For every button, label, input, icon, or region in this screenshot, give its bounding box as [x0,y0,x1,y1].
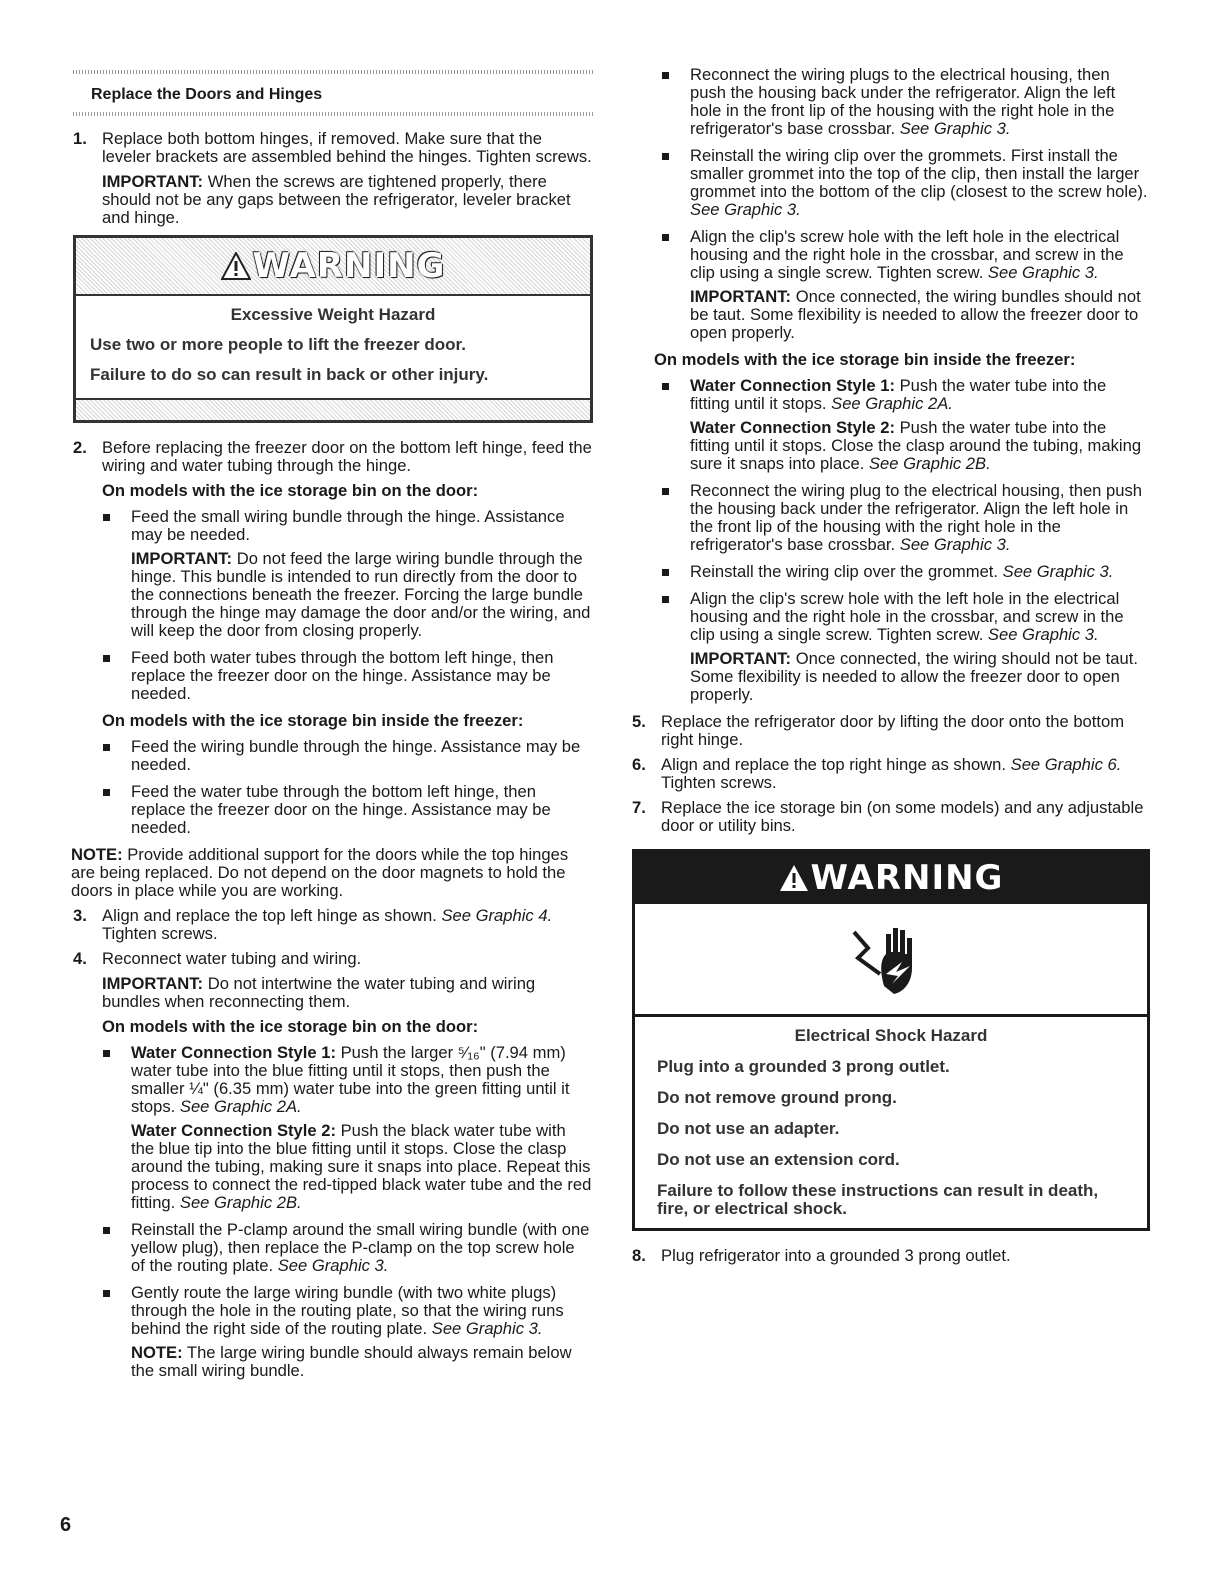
right-column [632,66,1150,1272]
warning-line: Do not use an extension cord. [657,1150,900,1169]
list-item: Reconnect the wiring plug to the electrical housing, then push the housing back under the refrigerator. Align the left hole in the front lip of the housing with the right hole in the refrigerator's base crossbar. See Graphic 3. [661,482,1150,554]
step-1 [73,130,593,227]
warning-line: Plug into a grounded 3 prong outlet. [657,1057,950,1076]
important-note: IMPORTANT: When the screws are tightened properly, there should not be any gaps between the refrigerator, leveler bracket and hinge. [102,172,571,227]
list-item: Water Connection Style 1: Push the water tube into the fitting until it stops. See Graphic 2A. Water Connection Style 2: Push the water tube into the fitting until it stops. Close the clasp around the tubing, making sure it snaps into place. See Graphic 2B. [661,377,1150,473]
list-item: Reinstall the wiring clip over the grommets. First install the smaller grommet into the top of the clip, then install the larger grommet into the bottom of the clip (closest to the screw hole). See Graphic 3. [661,147,1150,219]
warning-line: Do not use an adapter. [657,1119,840,1138]
warning-triangle-icon [221,252,251,280]
step-6: 6. Align and replace the top right hinge as shown. See Graphic 6. Tighten screws. [632,755,1122,792]
left-column [73,70,593,1389]
warning-body [76,294,590,400]
warning-banner: WARNING [635,852,1147,904]
page-number: 6 [60,1514,72,1536]
note: NOTE: Provide additional support for the doors while the top hinges are being replaced. Do not depend on the door magnets to hold the doors in place while you are working. [71,845,569,900]
list-item: Reinstall the wiring clip over the grommet. See Graphic 3. [661,563,1150,581]
list-item: Reconnect the wiring plugs to the electrical housing, then push the housing back under the refrigerator. Align the left hole in the front lip of the housing with the right hole in the refrigerator's base crossbar. See Graphic 3. [661,66,1150,138]
step-8: 8. Plug refrigerator into a grounded 3 prong outlet. [632,1246,1011,1265]
step-7: 7. Replace the ice storage bin (on some models) and any adjustable door or utility bins. [632,798,1144,835]
warning-line: Failure to do so can result in back or other injury. [90,365,489,384]
subheading: On models with the ice storage bin inside the freezer: [654,350,1076,369]
step-5: 5. Replace the refrigerator door by lifting the door onto the bottom right hinge. [632,712,1125,749]
list-item: Align the clip's screw hole with the left hole in the electrical housing and the right hole in the crossbar, and screw in the clip using a single screw. Tighten screw. See Graphic 3. IMPORTANT: Once connected, the wiring bundles should not be taut. Some flexibility is needed to allow the freezer door to open properly. [661,228,1150,342]
warning-line: Failure to follow these instructions can result in death, fire, or electrical shock. [657,1181,1099,1218]
step-number: 2. [73,438,87,457]
list-item: Gently route the large wiring bundle (with two white plugs) through the hole in the routing plate, so that the wiring runs behind the right side of the routing plate. See Graphic 3. NOTE: The large wiring bundle should always remain below the small wiring bundle. [102,1284,593,1380]
list-item: Feed the small wiring bundle through the hinge. Assistance may be needed. IMPORTANT: Do not feed the large wiring bundle through the hinge. This bundle is intended to run directly from the door to the connections beneath the freezer. Forcing the large bundle through the hinge may damage the door and/or the wiring, and will keep the door from closing properly. [102,508,593,640]
section-title: Replace the Doors and Hinges [73,70,593,116]
step-2 [73,439,593,837]
step-text: Before replacing the freezer door on the bottom left hinge, feed the wiring and water tubing through the hinge. [102,438,592,475]
subheading: On models with the ice storage bin inside the freezer: [102,711,524,730]
list-item: Feed both water tubes through the bottom left hinge, then replace the freezer door on the hinge. Assistance may be needed. [102,649,593,703]
hazard-title: Electrical Shock Hazard [794,1026,988,1045]
warning-body [635,1017,1147,1228]
list-item: Feed the water tube through the bottom left hinge, then replace the freezer door on the hinge. Assistance may be needed. [102,783,593,837]
subheading: On models with the ice storage bin on the door: [102,481,479,500]
step-3: 3. Align and replace the top left hinge as shown. See Graphic 4. Tighten screws. [73,906,553,943]
list-item: Align the clip's screw hole with the left hole in the electrical housing and the right hole in the crossbar, and screw in the clip using a single screw. Tighten screw. See Graphic 3. IMPORTANT: Once connected, the wiring should not be taut. Some flexibility is needed to allow the freezer door to open properly. [661,590,1150,704]
step-number: 1. [73,129,87,148]
list-item: Feed the wiring bundle through the hinge. Assistance may be needed. [102,738,593,774]
warning-line: Do not remove ground prong. [657,1088,897,1107]
hazard-title: Excessive Weight Hazard [230,305,436,324]
shock-hazard-icon [635,904,1147,1017]
electrical-warning-box [632,849,1150,1231]
weight-warning-box [73,235,593,423]
list-item: Reinstall the P-clamp around the small wiring bundle (with one yellow plug), then replace the P-clamp on the top screw hole of the routing plate. See Graphic 3. [102,1221,593,1275]
subheading: On models with the ice storage bin on the door: [102,1017,479,1036]
warning-banner: WARNING [76,238,590,294]
step-text: Replace both bottom hinges, if removed. Make sure that the leveler brackets are assembled behind the hinges. Tighten screws. [102,129,592,166]
warning-triangle-icon [779,864,809,892]
warning-line: Use two or more people to lift the freezer door. [90,335,466,354]
step-4: 4. Reconnect water tubing and wiring. IMPORTANT: Do not intertwine the water tubing and wiring bundles when reconnecting them. On models with the ice storage bin on the door: Water Connection Style 1: Push the larger ⁵⁄₁₆" (7.94 mm) water tube into the blue fitting until it stops, then push the smaller ¼" (6.35 mm) water tube into the green fitting until it stops. See Graphic 2A. Water Connection Style 2: Push the black water tube with the blue tip into the blue fitting until it stops. Close the clasp around the tubing, making sure it snaps into place. Repeat this process to connect the red-tipped black water tube and the red fitting. See Graphic 2B. Reinstall the P-clamp around the small wiring bundle (with one yellow plug), then replace the P-clamp on the top screw hole of the routing plate. See Graphic 3. Gently route the large wiring bundle (with two white plugs) through the hole in the routing plate, so that the wiring runs behind the right side of the routing plate. See Graphic 3. NOTE: The large wiring bundle should always remain below the small wiring bundle. [73,949,592,1380]
list-item: Water Connection Style 1: Push the larger ⁵⁄₁₆" (7.94 mm) water tube into the blue fitting until it stops, then push the smaller ¼" (6.35 mm) water tube into the green fitting until it stops. See Graphic 2A. Water Connection Style 2: Push the black water tube with the blue tip into the blue fitting until it stops. Close the clasp around the tubing, making sure it snaps into place. Repeat this process to connect the red-tipped black water tube and the red fitting. See Graphic 2B. [102,1044,593,1212]
